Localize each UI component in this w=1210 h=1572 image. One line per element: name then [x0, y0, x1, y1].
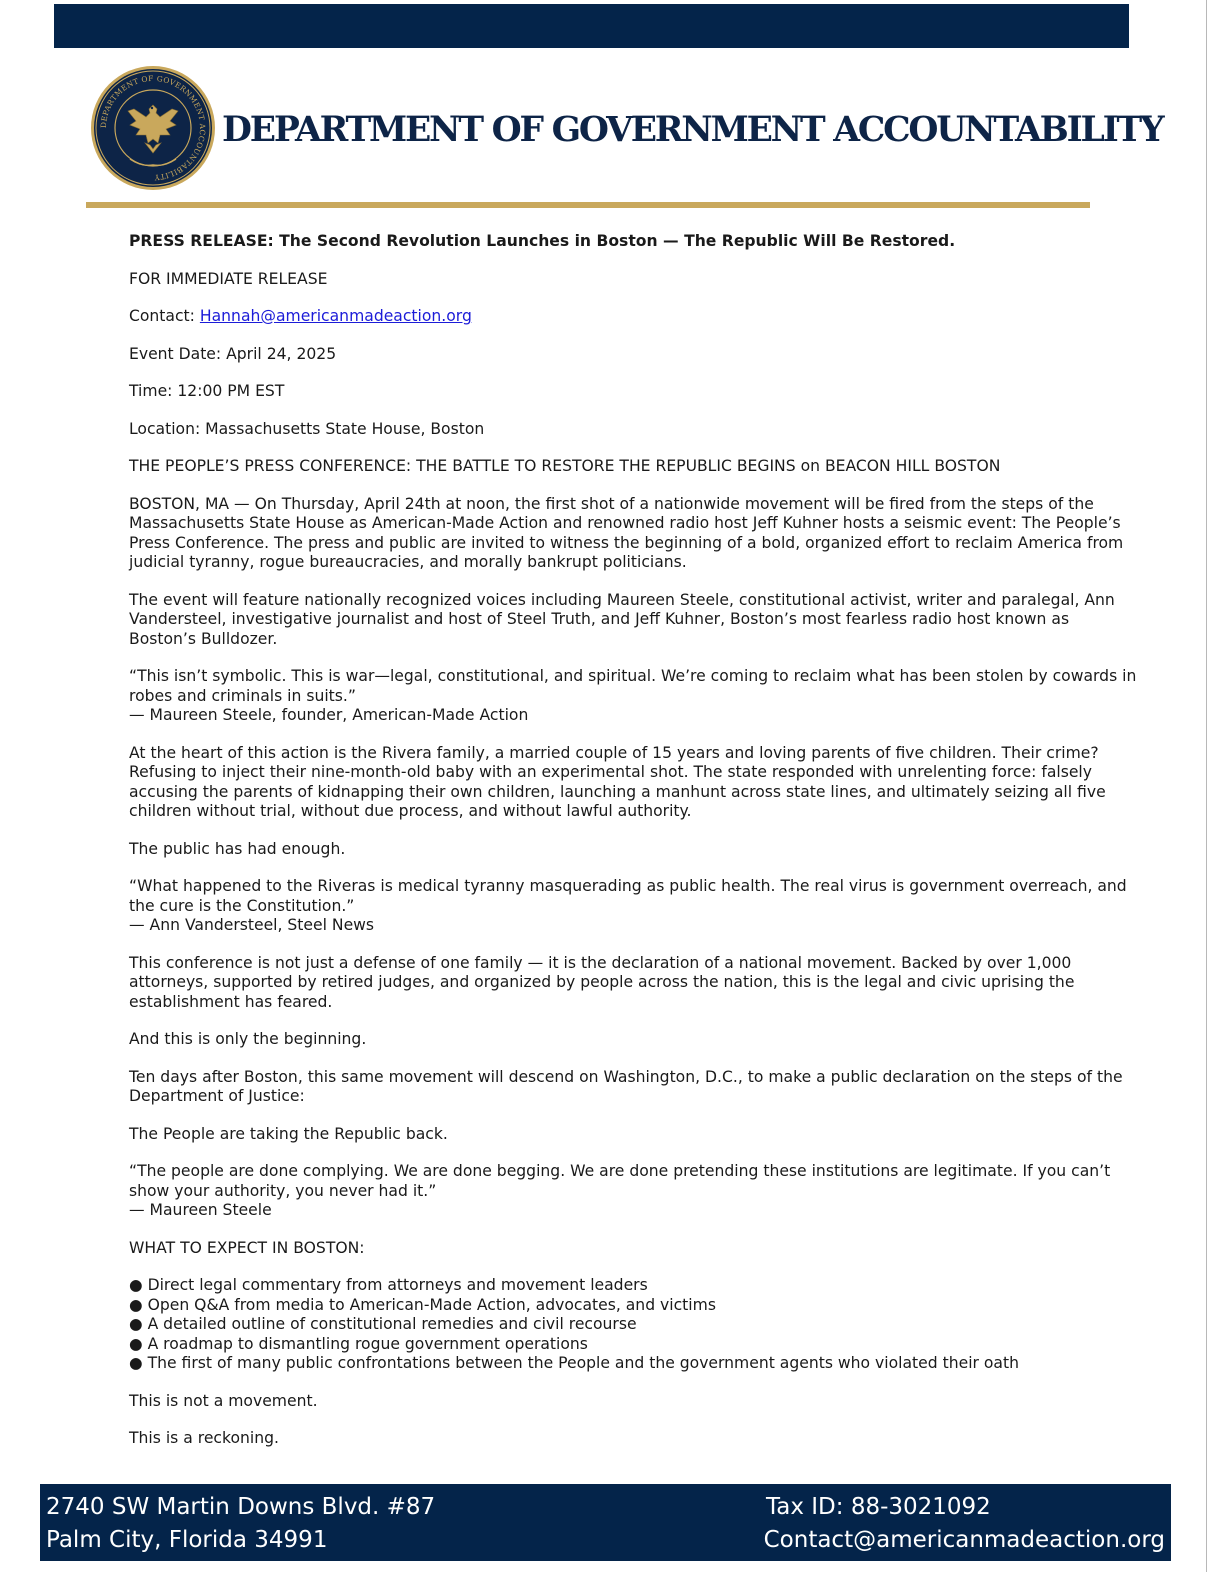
conference-subhead: THE PEOPLE’S PRESS CONFERENCE: THE BATTLE TO RESTORE THE REPUBLIC BEGINS on BEACON HILL BOSTON — [129, 457, 1001, 475]
closing-line-2: This is a reckoning. — [129, 1429, 279, 1447]
footer-address-line-2: Palm City, Florida 34991 — [46, 1527, 328, 1553]
quote-steele-2 — [129, 1162, 1137, 1221]
paragraph-rivera-family: At the heart of this action is the Rivera family, a married couple of 15 years and loving parents of five children. Their crime? Refusing to inject their nine-month-old baby with an experimental shot. The state responded with unrelenting force: falsely accusing the parents of kidnapping their own children, launching a manhunt across state lines, and ultimately seizing all five children without trial, without due process, and without lawful authority. — [129, 743, 1106, 820]
footer-contact-email: Contact@americanmadeaction.org — [763, 1527, 1165, 1553]
event-date: Event Date: April 24, 2025 — [129, 344, 337, 363]
paragraph-public: The public has had enough. — [129, 839, 346, 858]
quote-text: “The people are done complying. We are done begging. We are done pretending these institutions are legitimate. If you can’t show your authority, you never had it.” — [129, 1162, 1111, 1200]
quote-vandersteel — [129, 877, 1137, 936]
contact-label: Contact: — [129, 307, 200, 325]
paragraph-speakers: The event will feature nationally recognized voices including Maureen Steele, constitutional activist, writer and paralegal, Ann Vandersteel, investigative journalist and host of Steel Truth, and Jeff Kuhner, Boston’s most fearless radio host known as Boston’s Bulldozer. — [129, 590, 1115, 648]
header-banner — [54, 4, 1129, 48]
paragraph-national-movement: This conference is not just a defense of one family — it is the declaration of a national movement. Backed by over 1,000 attorneys, supported by retired judges, and organized by people across the nation, this is the legal and civic uprising the establishment has feared. — [129, 953, 1075, 1011]
event-location: Location: Massachusetts State House, Boston — [129, 419, 485, 438]
quote-text: “This isn’t symbolic. This is war—legal, constitutional, and spiritual. We’re coming to reclaim what has been stolen by cowards in robes and criminals in suits.” — [129, 667, 1137, 705]
department-seal-logo — [90, 65, 216, 191]
quote-steele-1 — [129, 667, 1137, 726]
list-item: ● Direct legal commentary from attorneys and movement leaders — [129, 1276, 648, 1294]
press-release-body — [129, 232, 1137, 1467]
paragraph-washington: Ten days after Boston, this same movement will descend on Washington, D.C., to make a public declaration on the steps of the Department of Justice: — [129, 1067, 1123, 1105]
list-item: ● Open Q&A from media to American-Made Action, advocates, and victims — [129, 1295, 716, 1314]
contact-line — [129, 307, 1137, 327]
list-item: ● A detailed outline of constitutional remedies and civil recourse — [129, 1315, 637, 1333]
seal-text: DEPARTMENT OF GOVERNMENT ACCOUNTABILITY — [98, 73, 208, 183]
list-item: ● The first of many public confrontations between the People and the government agents who violated their oath — [129, 1354, 1019, 1372]
contact-email-link[interactable]: Hannah@americanmadeaction.org — [199, 307, 472, 325]
gold-divider — [86, 202, 1090, 208]
event-time: Time: 12:00 PM EST — [129, 382, 285, 400]
paragraph-intro: BOSTON, MA — On Thursday, April 24th at noon, the first shot of a nationwide movement will be fired from the steps of the Massachusetts State House as American-Made Action and renowned radio host Jeff Kuhner hosts a seismic event: The People’s Press Conference. The press and public are invited to witness the beginning of a bold, organized effort to reclaim America from judicial tyranny, rogue bureaucracies, and morally bankrupt politicians. — [129, 494, 1124, 571]
page-edge-divider — [1206, 0, 1207, 1572]
release-headline: PRESS RELEASE: The Second Revolution Launches in Boston — The Republic Will Be Restored. — [129, 232, 956, 250]
expect-list — [129, 1276, 1137, 1374]
list-item: ● A roadmap to dismantling rogue government operations — [129, 1334, 588, 1353]
closing-line-1: This is not a movement. — [129, 1391, 318, 1410]
expect-heading: WHAT TO EXPECT IN BOSTON: — [129, 1238, 365, 1257]
quote-attribution: — Ann Vandersteel, Steel News — [129, 916, 375, 934]
immediate-release-label: FOR IMMEDIATE RELEASE — [129, 269, 328, 288]
footer-address-line-1: 2740 SW Martin Downs Blvd. #87 — [46, 1494, 436, 1520]
quote-attribution: — Maureen Steele, founder, American-Made Action — [129, 706, 529, 724]
paragraph-beginning: And this is only the beginning. — [129, 1030, 367, 1048]
footer-bar — [40, 1484, 1171, 1561]
footer-tax-id: Tax ID: 88-3021092 — [766, 1494, 991, 1520]
quote-text: “What happened to the Riveras is medical tyranny masquerading as public health. The real virus is government overreach, and the cure is the Constitution.” — [129, 877, 1127, 915]
quote-attribution: — Maureen Steele — [129, 1201, 272, 1219]
department-title: DEPARTMENT OF GOVERNMENT ACCOUNTABILITY — [222, 110, 1163, 150]
paragraph-republic-back: The People are taking the Republic back. — [129, 1124, 448, 1143]
